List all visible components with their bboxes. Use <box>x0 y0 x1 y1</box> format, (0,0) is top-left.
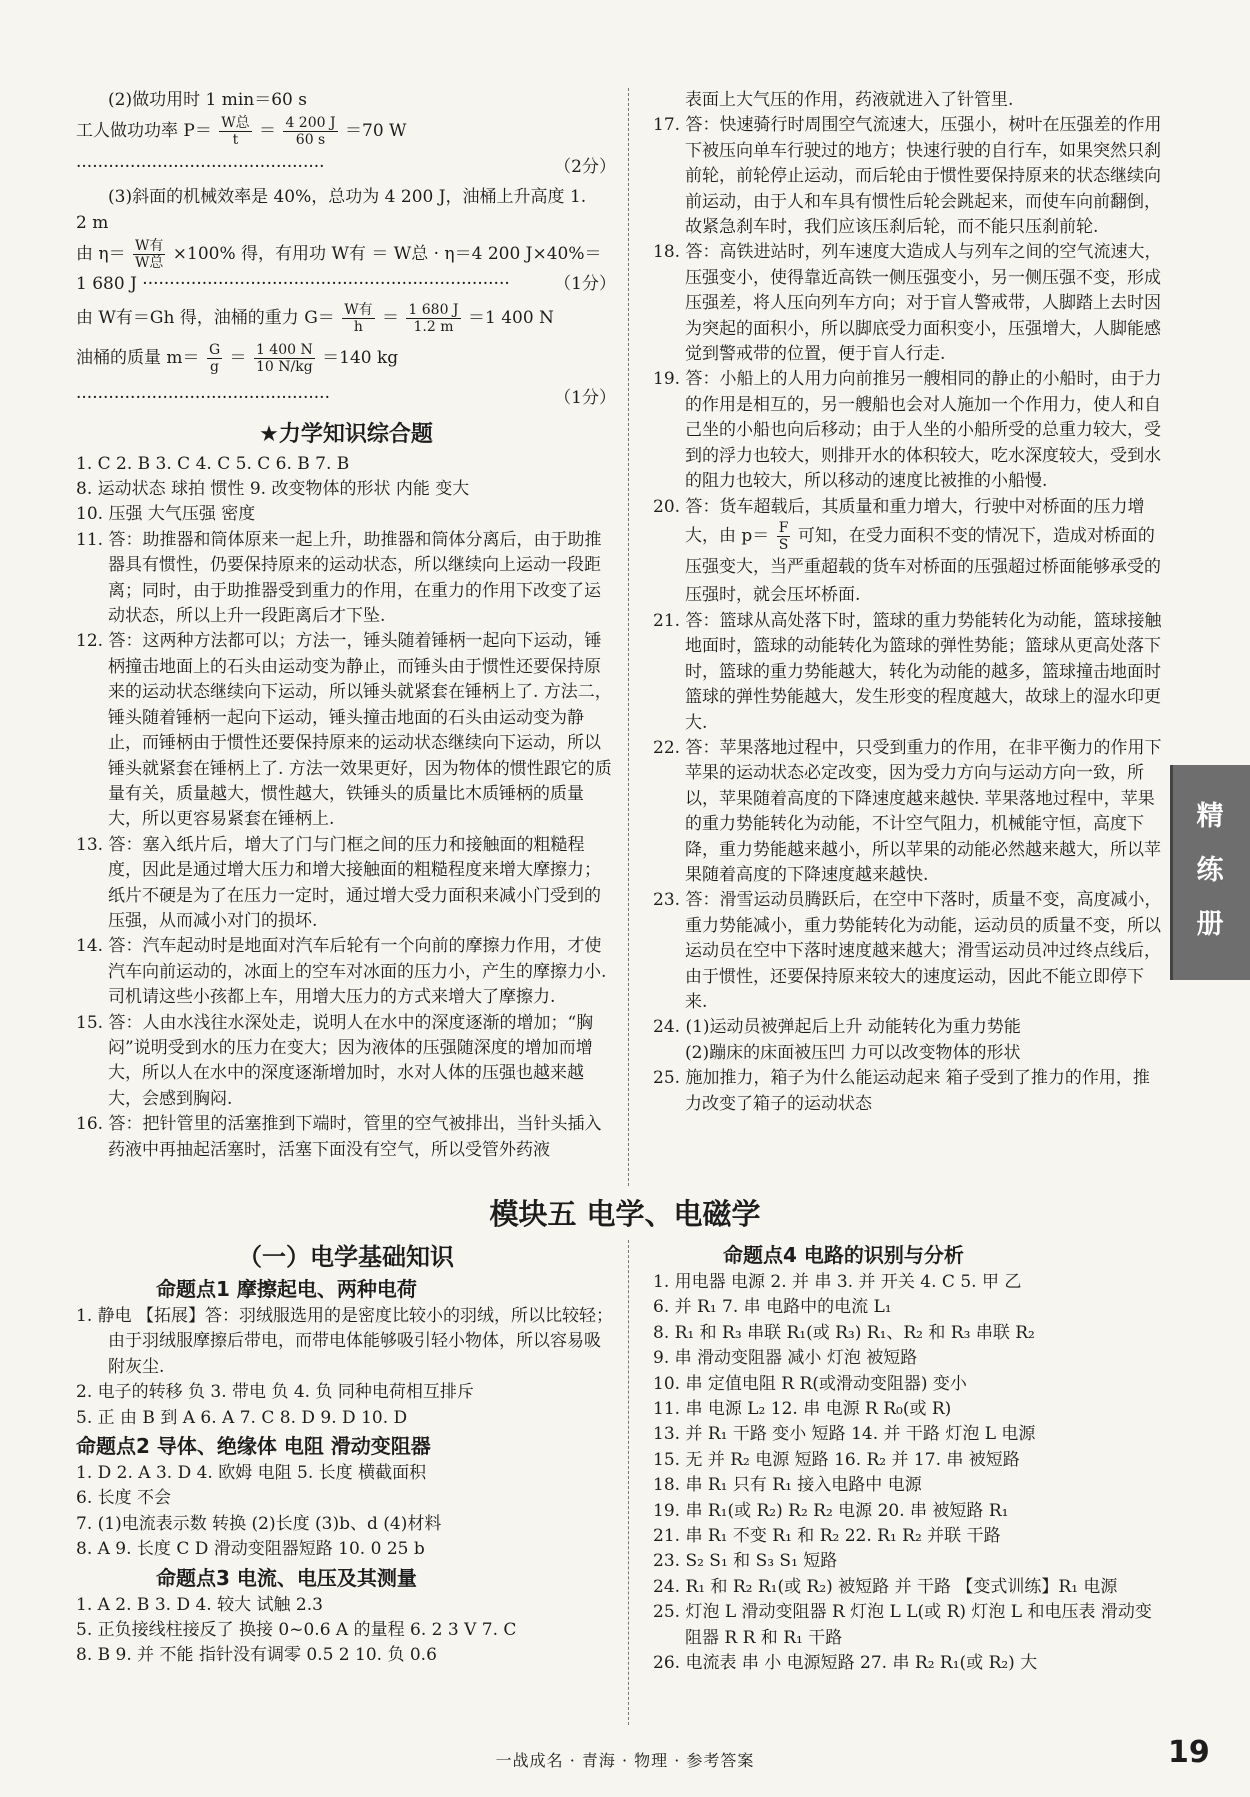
mass-formula <box>76 338 616 418</box>
mass-prefix: 油桶的质量 m＝ <box>76 347 200 368</box>
column-divider-bottom <box>628 1240 629 1725</box>
useful-frac-num: W有 <box>135 238 164 255</box>
gravity-eq: ＝ <box>382 307 399 328</box>
answer-item: 19. 答：小船上的人用力向前推另一艘相同的静止的小船时，由于力的作用是相互的，另一艘船也会对人施加一个作用力，使人和自己坐的小船也向后移动；由于人坐的小船所受的总重力较大，受到的浮力也较大，则排开水的体积较大，吃水深度较大，受到水的阻力也较大，所以移动的速度比被推的小船慢. <box>653 369 1162 492</box>
useful-result: 1 680 J ···································································· <box>76 274 510 295</box>
point3-title: 命题点3 电流、电压及其测量 <box>156 1565 417 1590</box>
power-frac1-den: t <box>232 132 239 149</box>
left-column-bottom <box>76 1240 616 1669</box>
power-prefix: 工人做功功率 P＝ <box>76 121 212 142</box>
mass-result: ＝140 kg ··············································· <box>76 347 399 408</box>
answer-item: 18. 串 R₁ 只有 R₁ 接入电路中 电源 <box>653 1475 922 1496</box>
answer-item: 1. C 2. B 3. C 4. C 5. C 6. B 7. B <box>76 453 350 474</box>
answer-item: 21. 串 R₁ 不变 R₁ 和 R₂ 22. R₁ R₂ 并联 干路 <box>653 1526 1001 1547</box>
left-column-top <box>76 88 616 1163</box>
a20-frac-den: S <box>778 536 789 553</box>
answer-item: 25. 灯泡 L 滑动变阻器 R 灯泡 L L(或 R) 灯泡 L 和电压表 滑动变阻器 R R 和 R₁ 干路 <box>653 1602 1152 1648</box>
side-tab-char: 练 <box>1196 855 1224 886</box>
gravity-result: ＝1 400 N <box>467 307 554 328</box>
mass-score: （1分） <box>554 387 616 408</box>
useful-rest: ×100% 得，有用功 W有 ＝ W总 · η＝4 200 J×40%＝ <box>172 244 602 265</box>
answer-item: 5. 正 由 B 到 A 6. A 7. C 8. D 9. D 10. D <box>76 1407 408 1428</box>
gravity-frac1-num: W有 <box>344 301 373 318</box>
efficiency-line-2: 2 m <box>76 212 109 233</box>
right-column-top <box>653 88 1165 1117</box>
a20-frac-num: F <box>778 519 789 536</box>
power-frac1-num: W总 <box>221 115 250 132</box>
answer-item: 18. 答：高铁进站时，列车速度大造成人与列车之间的空气流速大，压强变小，使得靠近高铁一侧压强变小，另一侧压强不变，形成压强差，将人压向列车方向；对于盲人警戒带，人脚踏上去时因为突起的面积小，所以脚底受力面积变小，压强增大，人脚能感觉到警戒带的位置，便于盲人行走. <box>653 242 1162 365</box>
power-fraction-1 <box>219 115 251 148</box>
answer-item: 8. B 9. 并 不能 指针没有调零 0.5 2 10. 负 0.6 <box>76 1645 437 1666</box>
side-tab-char: 精 <box>1196 801 1224 832</box>
gravity-frac2-num: 1 680 J <box>408 301 459 318</box>
useful-fraction <box>133 238 165 271</box>
power-formula <box>76 113 616 185</box>
answer-item: 13. 答：塞入纸片后，增大了门与门框之间的压力和接触面的粗糙程度，因此是通过增大压力和增大接触面的粗糙程度来增大摩擦力；纸片不硬是为了在压力一定时，通过增大受力面积来减小门受到的压强，从而减小对门的损坏. <box>76 834 601 931</box>
answer-item: 13. 并 R₁ 干路 变小 短路 14. 并 干路 灯泡 L 电源 <box>653 1424 1036 1445</box>
answer-item: (2)蹦床的床面被压凹 力可以改变物体的形状 <box>685 1042 1021 1063</box>
answer-item: 12. 答：这两种方法都可以；方法一，锤头随着锤柄一起向下运动，锤柄撞击地面上的石头由运动变为静止，而锤头由于惯性还要保持原来的运动状态继续向下运动，所以锤头就紧套在锤柄上了. 方法二，锤头随着锤柄一起向下运动，锤头撞击地面的石头由运动变为静止，而锤柄由于惯性还要保持原来的运动状态继续向下运动，所以锤头就紧套在锤柄上了. 方法一效果更好，因为物体的惯性跟它的质量有关，质量越大，惯性越大，铁锤头的质量比木质锤柄的质量大，所以更容易紧套在锤柄上. <box>76 631 612 830</box>
point1-title: 命题点1 摩擦起电、两种电荷 <box>156 1277 417 1301</box>
answer-item: 11. 答：助推器和筒体原来一起上升，助推器和筒体分离后，由于助推器具有惯性，仍要保持原来的运动状态，所以继续向上运动一段距离；同时，由于助推器受到重力的作用，在重力的作用下改变了运动状态，所以上升一段距离后才下坠. <box>76 529 602 627</box>
answer-item: 25. 施加推力，箱子为什么能运动起来 箱子受到了推力的作用，推力改变了箱子的运动状态 <box>653 1068 1150 1114</box>
answer-item: 5. 正负接线柱接反了 换接 0~0.6 A 的量程 6. 2 3 V 7. C <box>76 1620 517 1641</box>
power-result: ＝70 W ·············································· <box>76 121 407 178</box>
module-title: 模块五 电学、电磁学 <box>489 1197 761 1231</box>
page-number: 19 <box>1168 1735 1210 1770</box>
efficiency-line-1: (3)斜面的机械效率是 40%，总功为 4 200 J，油桶上升高度 1. <box>108 187 587 208</box>
mass-frac1-den: g <box>210 358 220 375</box>
power-frac2-num: 4 200 J <box>285 115 336 132</box>
answer-item: 1. A 2. B 3. D 4. 较大 试触 2.3 <box>76 1594 323 1615</box>
answer-item: 8. R₁ 和 R₃ 串联 R₁(或 R₃) R₁、R₂ 和 R₃ 串联 R₂ <box>653 1322 1035 1343</box>
a20-prefix: 大，由 p＝ <box>685 525 770 546</box>
mass-fraction-1 <box>207 342 222 375</box>
answer-item: 8. A 9. 长度 C D 滑动变阻器短路 10. 0 25 b <box>76 1539 425 1560</box>
answer-item: 11. 串 电源 L₂ 12. 串 电源 R R₀(或 R) <box>653 1399 952 1420</box>
continued-answer: 表面上大气压的作用，药液就进入了针管里. <box>685 90 1014 110</box>
answer-item: 8. 运动状态 球拍 惯性 9. 改变物体的形状 内能 变大 <box>76 479 470 500</box>
answer-item: 17. 答：快速骑行时周围空气流速大，压强小，树叶在压强差的作用下被压向单车行驶过的地方；快速行驶的自行车，如果突然只刹前轮，前轮停止运动，而后轮由于惯性要保持原来的状态继续向前运动，由于人和车具有惯性后轮会跳起来，而使车向前翻倒，故紧急刹车时，我们应该压刹后轮，而不能只压刹前轮. <box>653 115 1162 238</box>
answer-item: 16. 答：把针管里的活塞推到下端时，管里的空气被排出，当针头插入药液中再抽起活塞时，活塞下面没有空气，所以受管外药液 <box>76 1114 602 1160</box>
mass-frac2-num: 1 400 N <box>255 341 313 358</box>
side-tab-char: 册 <box>1196 909 1224 940</box>
answer-item: 20. 答：货车超载后，其质量和重力增大，行驶中对桥面的压力增 <box>653 496 1145 517</box>
answer-item: 1. D 2. A 3. D 4. 欧姆 电阻 5. 长度 横截面积 <box>76 1463 427 1484</box>
power-frac2-den: 60 s <box>295 132 326 149</box>
answer-item: 2. 电子的转移 负 3. 带电 负 4. 负 同种电荷相互排斥 <box>76 1382 474 1403</box>
answer-item: 1. 静电 【拓展】答：羽绒服选用的是密度比较小的羽绒，所以比较轻；由于羽绒服摩擦后带电，而带电体能够吸引轻小物体，所以容易吸附灰尘. <box>76 1306 614 1377</box>
answer-item: 21. 答：篮球从高处落下时，篮球的重力势能转化为动能，篮球接触地面时，篮球的动能转化为篮球的弹性势能；篮球从更高处落下时，篮球的重力势能越大，转化为动能的越多，篮球撞击地面时篮球的弹性势能越大，发生形变的程度越大，故球上的湿水印更大. <box>653 610 1162 733</box>
answer-item: 22. 答：苹果落地过程中，只受到重力的作用，在非平衡力的作用下苹果的运动状态必定改变，因为受力方向与运动方向一致，所以，苹果随着高度的下降速度越来越快. 苹果落地过程中，苹果的重力势能转化为动能，不计空气阻力，机械能守恒，高度下降，重力势能越来越小，所以苹果的动能必然越来越大，所以苹果随着高度的下降速度越来越快. <box>653 737 1162 885</box>
electric-basics-title: （一）电学基础知识 <box>238 1243 454 1271</box>
answer-item: 10. 串 定值电阻 R R(或滑动变阻器) 变小 <box>653 1373 967 1394</box>
gravity-frac2-den: 1.2 m <box>413 318 454 335</box>
gravity-frac1-den: h <box>353 318 363 335</box>
answer-item: 23. S₂ S₁ 和 S₃ S₁ 短路 <box>653 1551 838 1572</box>
answer-item: 9. 串 滑动变阻器 减小 灯泡 被短路 <box>653 1348 918 1369</box>
mass-frac1-num: G <box>208 341 221 358</box>
answer-item: 15. 答：人由水浅往水深处走，说明人在水中的深度逐渐的增加；“胸闷”说明受到水的压力在变大；因为液体的压强随深度的增加而增大，所以人在水中的深度逐渐增加时，水对人体的压强也越来越大，会感到胸闷. <box>76 1012 594 1109</box>
answer-item: 6. 长度 不会 <box>76 1488 172 1509</box>
power-eq: ＝ <box>259 121 277 142</box>
a20-rest: 可知，在受力面积不变的情况下，造成对桥面的压强变大，当严重超载的货车对桥面的压强超过桥面能够承受的压强时，就会压坏桥面. <box>685 525 1161 605</box>
answer-item: 15. 无 并 R₂ 电源 短路 16. R₂ 并 17. 串 被短路 <box>653 1449 1020 1470</box>
answer-item: 24. R₁ 和 R₂ R₁(或 R₂) 被短路 并 干路 【变式训练】R₁ 电源 <box>653 1576 1118 1597</box>
useful-score: （1分） <box>554 274 616 295</box>
useful-frac-den: W总 <box>135 255 164 272</box>
answer-item: 6. 并 R₁ 7. 串 电路中的电流 L₁ <box>653 1297 892 1318</box>
useful-work-formula <box>76 236 616 272</box>
work-time-line: (2)做功用时 1 min＝60 s <box>108 90 307 110</box>
gravity-fraction-1 <box>342 302 374 335</box>
answer-item: 10. 压强 大气压强 密度 <box>76 504 256 525</box>
a20-fraction <box>777 520 791 553</box>
point4-title: 命题点4 电路的识别与分析 <box>723 1243 964 1267</box>
answer-item: 1. 用电器 电源 2. 并 串 3. 并 开关 4. C 5. 甲 乙 <box>653 1272 1022 1292</box>
answer-item: 7. (1)电流表示数 转换 (2)长度 (3)b、d (4)材料 <box>76 1513 442 1534</box>
answer-item: 14. 答：汽车起动时是地面对汽车后轮有一个向前的摩擦力作用，才使汽车向前运动的，冰面上的空车对冰面的压力小，产生的摩擦力小. 司机请这些小孩都上车，用增大压力的方式来增大了摩擦力. <box>76 936 607 1008</box>
power-fraction-2 <box>283 115 337 148</box>
answer-item: 19. 串 R₁(或 R₂) R₂ R₂ 电源 20. 串 被短路 R₁ <box>653 1500 1009 1521</box>
useful-prefix: 由 η＝ <box>76 244 126 265</box>
answer-20-formula <box>653 520 1165 609</box>
page-footer: 一战成名 · 青海 · 物理 · 参考答案 <box>495 1751 755 1770</box>
gravity-formula <box>76 298 616 338</box>
point2-title: 命题点2 导体、绝缘体 电阻 滑动变阻器 <box>76 1434 431 1459</box>
answer-item: 24. (1)运动员被弹起后上升 动能转化为重力势能 <box>653 1017 1021 1038</box>
side-tab-label <box>1190 790 1230 952</box>
answer-item: 26. 电流表 串 小 电源短路 27. 串 R₂ R₁(或 R₂) 大 <box>653 1653 1038 1674</box>
mass-fraction-2 <box>254 342 315 375</box>
power-score: （2分） <box>554 157 616 178</box>
mass-frac2-den: 10 N/kg <box>255 358 313 375</box>
mechanics-section-title: ★力学知识综合题 <box>259 421 433 447</box>
gravity-prefix: 由 W有＝Gh 得，油桶的重力 G＝ <box>76 307 335 328</box>
column-divider-top <box>628 88 629 1186</box>
mass-eq: ＝ <box>229 347 247 368</box>
useful-work-result <box>76 272 616 297</box>
answer-item: 23. 答：滑雪运动员腾跃后，在空中下落时，质量不变，高度减小，重力势能减小，重力势能转化为动能，运动员的质量不变，所以运动员在空中下落时速度越来越大；滑雪运动员冲过终点线后，由于惯性，还要保持原来较大的速度运动，因此不能立即停下来. <box>653 890 1162 1012</box>
right-column-bottom <box>653 1240 1165 1677</box>
gravity-fraction-2 <box>406 302 460 335</box>
